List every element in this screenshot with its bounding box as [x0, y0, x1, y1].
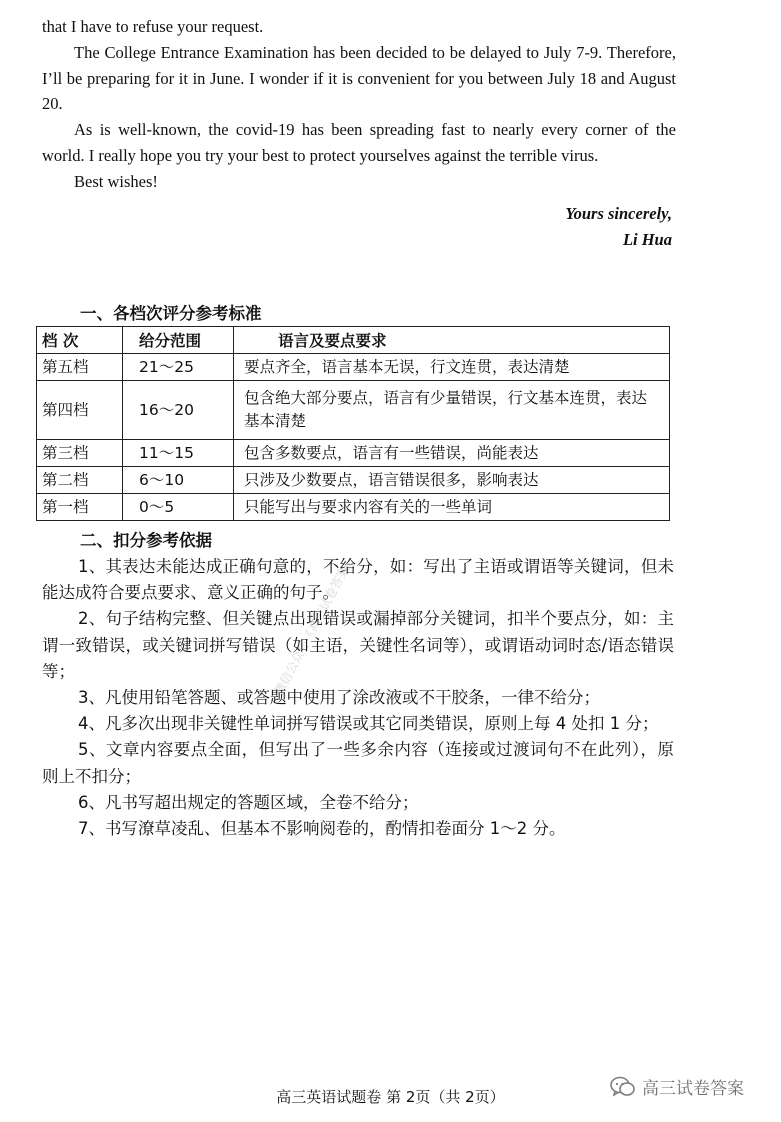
row-requirement: 要点齐全，语言基本无误，行文连贯，表达清楚: [234, 354, 670, 381]
rule-item: 7、书写潦草凌乱、但基本不影响阅卷的，酌情扣卷面分 1～2 分。: [78, 819, 566, 839]
section1-title: 一、各档次评分参考标准: [80, 304, 262, 323]
letter-paragraph-3: As is well-known, the covid-19 has been spreading fast to nearly every corner of the world. I really hope you try your best to protect yourselves against the terrible virus.: [42, 120, 676, 165]
row-level: 第四档: [37, 381, 123, 440]
rule-item: 4、凡多次出现非关键性单词拼写错误或其它同类错误，原则上每 4 处扣 1 分；: [78, 714, 659, 734]
row-range: 11～15: [123, 440, 234, 467]
row-level: 第二档: [37, 467, 123, 494]
deduction-rules: [42, 554, 674, 842]
rule-item: 3、凡使用铅笔答题、或答题中使用了涂改液或不干胶条，一律不给分；: [78, 688, 600, 708]
page-footer: 高三英语试题卷 第 2页（共 2页）: [276, 1088, 505, 1106]
row-requirement: 包含多数要点，语言有一些错误，尚能表达: [234, 440, 670, 467]
watermark-badge-text: 高三试卷答案: [642, 1079, 744, 1099]
row-requirement: 只能写出与要求内容有关的一些单词: [234, 494, 670, 521]
rule-item: 5、文章内容要点全面，但写出了一些多余内容（连接或过渡词句不在此列），原则上不扣分；: [42, 740, 674, 786]
table-row: [37, 440, 670, 467]
header-requirement: 语言及要点要求: [234, 327, 670, 354]
rule-item: 2、句子结构完整、但关键点出现错误或漏掉部分关键词，扣半个要点分，如：主谓一致错误，或关键词拼写错误（如主语，关键性名词等），或谓语动词时态/语态错误等；: [42, 609, 674, 681]
table-row: [37, 354, 670, 381]
letter-paragraph-4: Best wishes!: [74, 171, 158, 191]
row-range: 6～10: [123, 467, 234, 494]
rule-item: 1、其表达未能达成正确句意的，不给分，如：写出了主语或谓语等关键词，但未能达成符合要点要求、意义正确的句子。: [42, 557, 674, 603]
wechat-watermark: [610, 1074, 744, 1099]
rule-item: 6、凡书写超出规定的答题区域，全卷不给分；: [78, 792, 419, 812]
row-level: 第五档: [37, 354, 123, 381]
diagonal-watermark: 微信公众号《高三试卷答案》: [271, 553, 358, 698]
header-range: 给分范围: [123, 327, 234, 354]
row-level: 第一档: [37, 494, 123, 521]
header-level: 档 次: [37, 327, 123, 354]
row-range: 21～25: [123, 354, 234, 381]
row-range: 16～20: [123, 381, 234, 440]
letter-signature: Li Hua: [622, 229, 672, 249]
letter-closing: Yours sincerely,: [565, 203, 672, 223]
table-row: [37, 494, 670, 521]
row-requirement: 包含绝大部分要点，语言有少量错误，行文基本连贯，表达基本清楚: [234, 381, 670, 440]
section2-title: 二、扣分参考依据: [80, 531, 212, 550]
letter-paragraph-2: The College Entrance Examination has been decided to be delayed to July 7-9. Therefore, I’ll be preparing for it in June. I wonder if it is convenient for you between July 18 and August 20.: [42, 42, 676, 114]
scoring-table: [36, 326, 670, 521]
letter-paragraph-1: that I have to refuse your request.: [42, 17, 264, 36]
row-range: 0～5: [123, 494, 234, 521]
row-level: 第三档: [37, 440, 123, 467]
letter-body: [42, 14, 676, 253]
table-header-row: [37, 327, 670, 354]
row-requirement: 只涉及少数要点，语言错误很多，影响表达: [234, 467, 670, 494]
table-row: [37, 467, 670, 494]
wechat-icon: [610, 1076, 636, 1098]
table-row: [37, 381, 670, 440]
